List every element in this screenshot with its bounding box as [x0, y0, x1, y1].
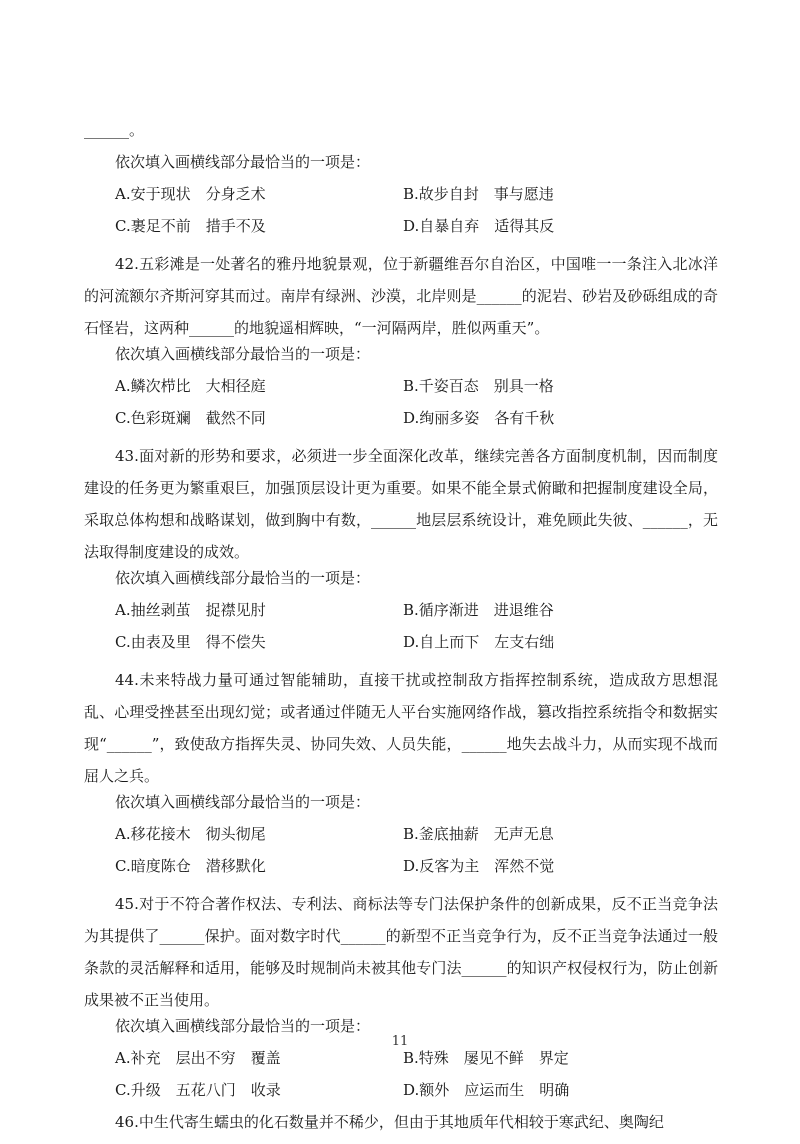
option-c: C.色彩斑斓 截然不同 [115, 409, 266, 427]
option-c: C.暗度陈仓 潜移默化 [115, 857, 266, 875]
question-text: 43.面对新的形势和要求，必须进一步全面深化改革，继续完善各方面制度机制，因而制度建设的任务更为繁重艰巨，加强顶层设计更为重要。如果不能全景式俯瞰和把握制度建设全局，采取总体构想和战略谋划，做到胸中有数，______地层层系统设计，难免顾此失彼、______，无法取得制度建设的成效。 [84, 447, 718, 561]
option-d: D.自暴自弃 适得其反 [403, 217, 555, 235]
option-a: A.补充 层出不穷 覆盖 [115, 1049, 281, 1067]
option-b: B.千姿百态 别具一格 [403, 377, 554, 395]
question-prompt: 依次填入画横线部分最恰当的一项是： [115, 153, 371, 171]
question-42 [84, 248, 718, 440]
option-row [84, 216, 718, 248]
option-row [84, 376, 718, 408]
previous-question-tail: ______。 [84, 121, 145, 139]
question-prompt: 依次填入画横线部分最恰当的一项是： [115, 1017, 371, 1035]
option-row [84, 408, 718, 440]
question-prompt: 依次填入画横线部分最恰当的一项是： [115, 793, 371, 811]
option-d: D.额外 应运而生 明确 [403, 1081, 570, 1099]
question-46-text: 46.中生代寄生蠕虫的化石数量并不稀少，但由于其地质年代相较于寒武纪、奥陶纪 [115, 1113, 664, 1131]
page-number: 11 [391, 1034, 409, 1049]
option-a: A.鳞次栉比 大相径庭 [115, 377, 266, 395]
option-b: B.故步自封 事与愿违 [403, 185, 554, 203]
option-b: B.循序渐进 进退维谷 [403, 601, 554, 619]
option-b: B.特殊 屡见不鲜 界定 [403, 1049, 569, 1067]
question-text: 42.五彩滩是一处著名的雅丹地貌景观，位于新疆维吾尔自治区，中国唯一一条注入北冰洋的河流额尔齐斯河穿其而过。南岸有绿洲、沙漠，北岸则是______的泥岩、砂岩及砂砾组成的奇石怪岩，这两种______的地貌遥相辉映，“一河隔两岸，胜似两重天”。 [84, 255, 718, 337]
option-row [84, 856, 718, 888]
option-a: A.移花接木 彻头彻尾 [115, 825, 266, 843]
option-c: C.由表及里 得不偿失 [115, 633, 266, 651]
question-44 [84, 664, 718, 888]
option-row [84, 824, 718, 856]
option-d: D.绚丽多姿 各有千秋 [403, 409, 555, 427]
question-45 [84, 888, 718, 1112]
option-row [84, 1048, 718, 1080]
option-a: A.抽丝剥茧 捉襟见肘 [115, 601, 266, 619]
option-row [84, 632, 718, 664]
question-prompt: 依次填入画横线部分最恰当的一项是： [115, 569, 371, 587]
option-row [84, 184, 718, 216]
option-row [84, 600, 718, 632]
question-text: 45.对于不符合著作权法、专利法、商标法等专门法保护条件的创新成果，反不正当竞争法为其提供了______保护。面对数字时代______的新型不正当竞争行为，反不正当竞争法通过一般条款的灵活解释和适用，能够及时规制尚未被其他专门法______的知识产权侵权行为，防止创新成果被不正当使用。 [84, 895, 718, 1009]
question-43 [84, 440, 718, 664]
question-text: 44.未来特战力量可通过智能辅助，直接干扰或控制敌方指挥控制系统，造成敌方思想混乱、心理受挫甚至出现幻觉；或者通过伴随无人平台实施网络作战，篡改指控系统指令和数据实现“______”，致使敌方指挥失灵、协同失效、人员失能，______地失去战斗力，从而实现不战而屈人之兵。 [84, 671, 718, 785]
option-b: B.釜底抽薪 无声无息 [403, 825, 554, 843]
option-c: C.裹足不前 措手不及 [115, 217, 266, 235]
option-row [84, 1080, 718, 1112]
option-c: C.升级 五花八门 收录 [115, 1081, 281, 1099]
option-d: D.自上而下 左支右绌 [403, 633, 555, 651]
question-prompt: 依次填入画横线部分最恰当的一项是： [115, 345, 371, 363]
page-content [84, 120, 718, 1144]
option-a: A.安于现状 分身乏术 [115, 185, 266, 203]
option-d: D.反客为主 浑然不觉 [403, 857, 555, 875]
